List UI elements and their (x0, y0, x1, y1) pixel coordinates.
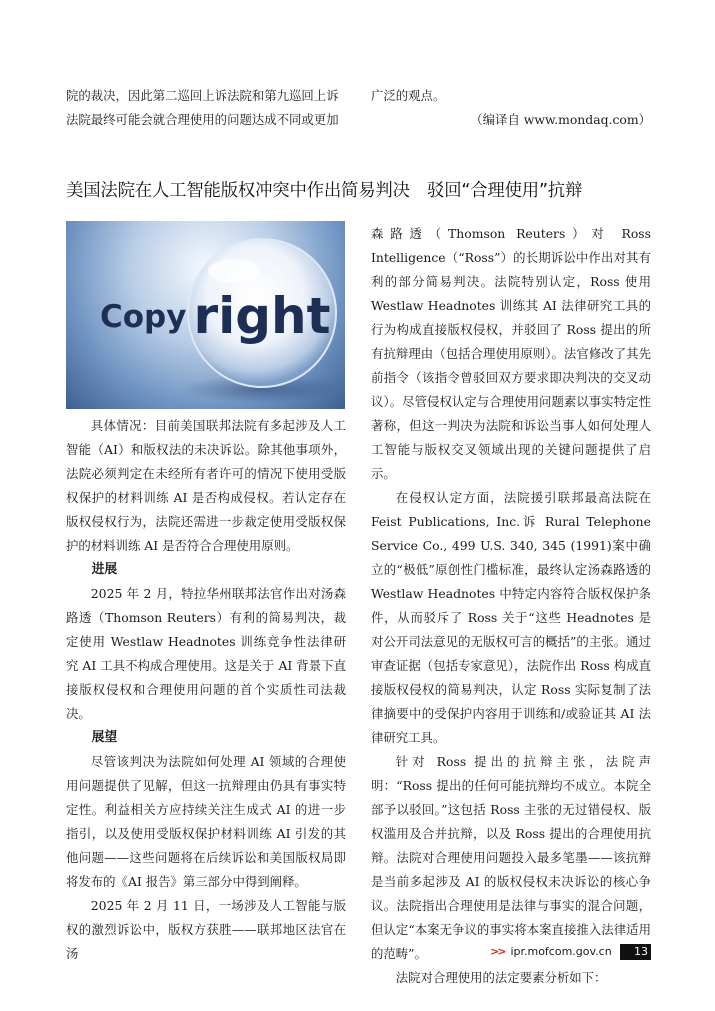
top-left-line-2: 法院最终可能会就合理使用的问题达成不同或更加 (66, 112, 339, 127)
paragraph: 尽管该判决为法院如何处理 AI 领域的合理使用问题提供了见解，但这一抗辩理由仍具有事实特定性。利益相关方应持续关注生成式 AI 的进一步指引，以及使用受版权保护材料训练 AI 引发的其他问题——这些问题将在后续诉讼和美国版权局即将发布的《AI 报告》第三部分中得到阐释。 (66, 754, 346, 889)
paragraph: 2025 年 2 月 11 日，一场涉及人工智能与版权的激烈诉讼中，版权方获胜——联邦地区法官在汤 (66, 898, 346, 961)
image-word-copy: Copy (100, 299, 187, 335)
page-number: 13 (620, 944, 651, 960)
footer-site (490, 945, 612, 958)
paragraph: 针对 Ross 提出的抗辩主张，法院声明：“Ross 提出的任何可能抗辩均不成立。本院全部予以驳回。”这包括 Ross 主张的无过错侵权、版权滥用及合并抗辩，以及 Ross 提出的合理使用抗辩。法院对合理使用问题投入最多笔墨——该抗辩是当前多起涉及 AI 的版权侵权未决诉讼的核心争议。法院指出合理使用是法律与事实的混合问题，但认定“本案无争议的事实将本案直接推入法律适用的范畴”。 (371, 754, 651, 961)
source-credit: （编译自 www.mondaq.com） (470, 112, 651, 127)
section-heading: 进展 (91, 562, 118, 577)
copyright-illustration (66, 221, 345, 409)
top-right-fragment (371, 84, 651, 108)
footer-url: ipr.mofcom.gov.cn (510, 945, 612, 958)
top-left-fragment (66, 84, 346, 132)
top-right-line: 广泛的观点。 (371, 88, 446, 103)
article-title: 美国法院在人工智能版权冲突中作出简易判决 驳回“合理使用”抗辩 (66, 181, 583, 201)
image-word-right: right (193, 287, 331, 345)
paragraph: 具体情况：目前美国联邦法院有多起涉及人工智能（AI）和版权法的未决诉讼。除其他事项外，法院必须判定在未经所有者许可的情况下使用受版权保护的材料训练 AI 是否构成侵权。若认定存在版权侵权行为，法院还需进一步裁定使用受版权保护的材料训练 AI 是否符合合理使用原则。 (66, 418, 346, 553)
paragraph: 在侵权认定方面，法院援引联邦最高法院在 Feist Publications, Inc.诉 Rural Telephone Service Co., 499 U.S. 340, 345 (1991)案中确立的“极低”原创性门槛标准，最终认定汤森路透的 Westlaw Headnotes 中特定内容符合版权保护条件，从而驳斥了 Ross 关于“这些 Headnotes 是对公开司法意见的无版权可言的概括”的主张。通过审查证据（包括专家意见），法院作出 Ross 构成直接版权侵权的简易判决，认定 Ross 实际复制了法律摘要中的受保护内容用于训练和/或验证其 AI 法律研究工具。 (371, 490, 651, 745)
top-left-line-1: 院的裁决，因此第二巡回上诉法院和第九巡回上诉 (66, 88, 339, 103)
right-column (371, 222, 651, 990)
paragraph: 法院对合理使用的法定要素分析如下： (395, 970, 607, 985)
chevron-right-icon: >> (490, 945, 505, 958)
left-column (66, 414, 346, 966)
section-heading: 展望 (91, 730, 118, 745)
copyright-image (66, 221, 345, 409)
paragraph: 2025 年 2 月，特拉华州联邦法官作出对汤森路透（Thomson Reuters）有利的简易判决，裁定使用 Westlaw Headnotes 训练竞争性法律研究 AI 工具不构成合理使用。这是关于 AI 背景下直接版权侵权和合理使用问题的首个实质性司法裁决。 (66, 586, 346, 721)
paragraph: 森路透（Thomson Reuters）对 Ross Intelligence（“Ross”）的长期诉讼中作出对其有利的部分简易判决。法院特别认定，Ross 使用 Westlaw Headnotes 训练其 AI 法律研究工具的行为构成直接版权侵权，并驳回了 Ross 提出的所有抗辩理由（包括合理使用原则）。法官修改了其先前指令（该指令曾驳回双方要求即决判决的交叉动议）。尽管侵权认定与合理使用问题素以事实特定性著称，但这一判决为法院和诉讼当事人如何处理人工智能与版权交叉领域出现的关键问题提供了启示。 (371, 226, 651, 481)
